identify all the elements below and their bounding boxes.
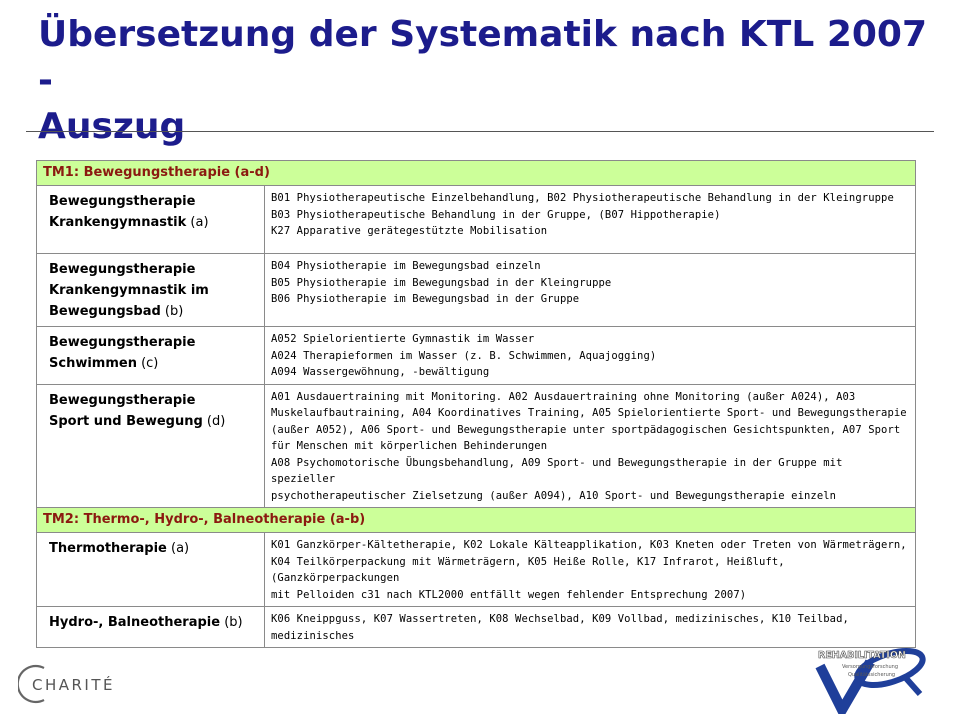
description-line: B03 Physiotherapeutische Behandlung in der Gruppe, (B07 Hippotherapie)	[271, 208, 721, 221]
charite-logo	[18, 662, 128, 706]
category-name: Sport und Bewegung	[49, 413, 203, 429]
description-line: A094 Wassergewöhnung, -bewältigung	[271, 366, 490, 378]
description-line: K01 Ganzkörper-Kältetherapie, K02 Lokale Kälteapplikation, K03 Kneten oder Treten von Wärmeträgern,	[271, 539, 907, 551]
category-cell	[37, 533, 265, 607]
section-header-row	[37, 508, 916, 533]
description-cell	[265, 327, 916, 385]
description-line: Muskelaufbautraining, A04 Koordinatives Training, A05 Spielorientierte Sport- und Bewegungstherapie	[271, 407, 907, 419]
category-cell	[37, 327, 265, 385]
category-tag: (c)	[136, 356, 159, 371]
rehabilitation-logo-sub1: Versorgungsforschung	[842, 664, 898, 670]
section-header-tm1: TM1: Bewegungstherapie (a-d)	[37, 161, 916, 186]
category-name: Bewegungstherapie	[49, 194, 196, 209]
category-name: Bewegungstherapie	[49, 335, 196, 350]
category-name: Thermotherapie	[49, 541, 167, 556]
category-cell	[37, 384, 265, 508]
category-name: Hydro-, Balneotherapie	[49, 615, 221, 630]
title-line-1: Übersetzung der Systematik nach KTL 2007 -	[38, 14, 928, 101]
table-row	[37, 384, 916, 508]
section-header-tm2: TM2: Thermo-, Hydro-, Balneotherapie (a-b)	[37, 508, 916, 533]
description-cell	[265, 384, 916, 508]
description-line: K04 Teilkörperpackung mit Wärmeträgern, K05 Heiße Rolle, K17 Infrarot, Heißluft, (Ganzkörperpackungen	[271, 555, 785, 584]
description-line: K27 Apparative gerätegestützte Mobilisation	[271, 225, 548, 237]
description-line: psychotherapeutischer Zielsetzung (außer A094), A10 Sport- und Bewegungstherapie einzeln	[271, 489, 837, 502]
category-name: Bewegungstherapie	[49, 392, 196, 408]
category-name: Krankengymnastik im	[49, 283, 209, 298]
description-line: B05 Physiotherapie im Bewegungsbad in der Kleingruppe	[271, 276, 612, 289]
charite-logo-text: CHARITÉ	[32, 676, 116, 694]
category-cell	[37, 607, 265, 648]
description-line: für Menschen mit körperlichen Behinderungen	[271, 440, 548, 452]
category-name: Bewegungsbad	[49, 304, 161, 319]
section-header-row	[37, 161, 916, 186]
description-line: B06 Physiotherapie im Bewegungsbad in der Gruppe	[271, 293, 580, 305]
category-tag: (a)	[166, 541, 190, 556]
description-line: A052 Spielorientierte Gymnastik im Wasser	[271, 333, 535, 345]
rehabilitation-logo-sub2: Qualitätssicherung	[848, 672, 896, 678]
category-cell	[37, 186, 265, 254]
page-title	[38, 12, 938, 150]
description-line: B01 Physiotherapeutische Einzelbehandlung, B02 Physiotherapeutische Behandlung in der Kleingruppe	[271, 192, 894, 204]
description-line: A024 Therapieformen im Wasser (z. B. Schwimmen, Aquajogging)	[271, 349, 657, 362]
category-name: Krankengymnastik	[49, 215, 187, 230]
category-tag: (b)	[220, 615, 243, 630]
category-cell	[37, 254, 265, 327]
description-line: A08 Psychomotorische Übungsbehandlung, A09 Sport- und Bewegungstherapie in der Gruppe mit spezieller	[271, 456, 843, 485]
category-tag: (a)	[186, 215, 209, 230]
table-row	[37, 607, 916, 648]
title-line-2: Auszug	[38, 106, 186, 147]
category-tag: (d)	[202, 413, 226, 429]
description-line: A01 Ausdauertraining mit Monitoring. A02 Ausdauertraining ohne Monitoring (außer A024), A03	[271, 390, 856, 403]
description-cell	[265, 254, 916, 327]
table-row	[37, 186, 916, 254]
description-line: (außer A052), A06 Sport- und Bewegungstherapie unter sportpädagogischen Gesichtspunkten, A07 Sport	[271, 423, 901, 436]
description-cell	[265, 186, 916, 254]
description-line: K06 Kneippguss, K07 Wassertreten, K08 Wechselbad, K09 Vollbad, medizinisches, K10 Teilbad,	[271, 613, 849, 625]
category-name: Schwimmen	[49, 356, 137, 371]
table-row	[37, 327, 916, 385]
description-line: mit Pelloiden c31 nach KTL2000 entfällt wegen fehlender Entsprechung 2007)	[271, 588, 747, 601]
description-line: B04 Physiotherapie im Bewegungsbad einzeln	[271, 260, 541, 272]
description-cell	[265, 533, 916, 607]
table-row	[37, 254, 916, 327]
ktl-table	[36, 160, 916, 648]
category-name: Bewegungstherapie	[49, 262, 196, 277]
title-divider	[26, 131, 934, 132]
category-tag: (b)	[160, 304, 184, 319]
rehabilitation-logo	[812, 642, 932, 714]
table-row	[37, 533, 916, 607]
description-line: medizinisches	[271, 629, 355, 642]
rehabilitation-logo-word: REHABILITATION	[818, 650, 906, 661]
